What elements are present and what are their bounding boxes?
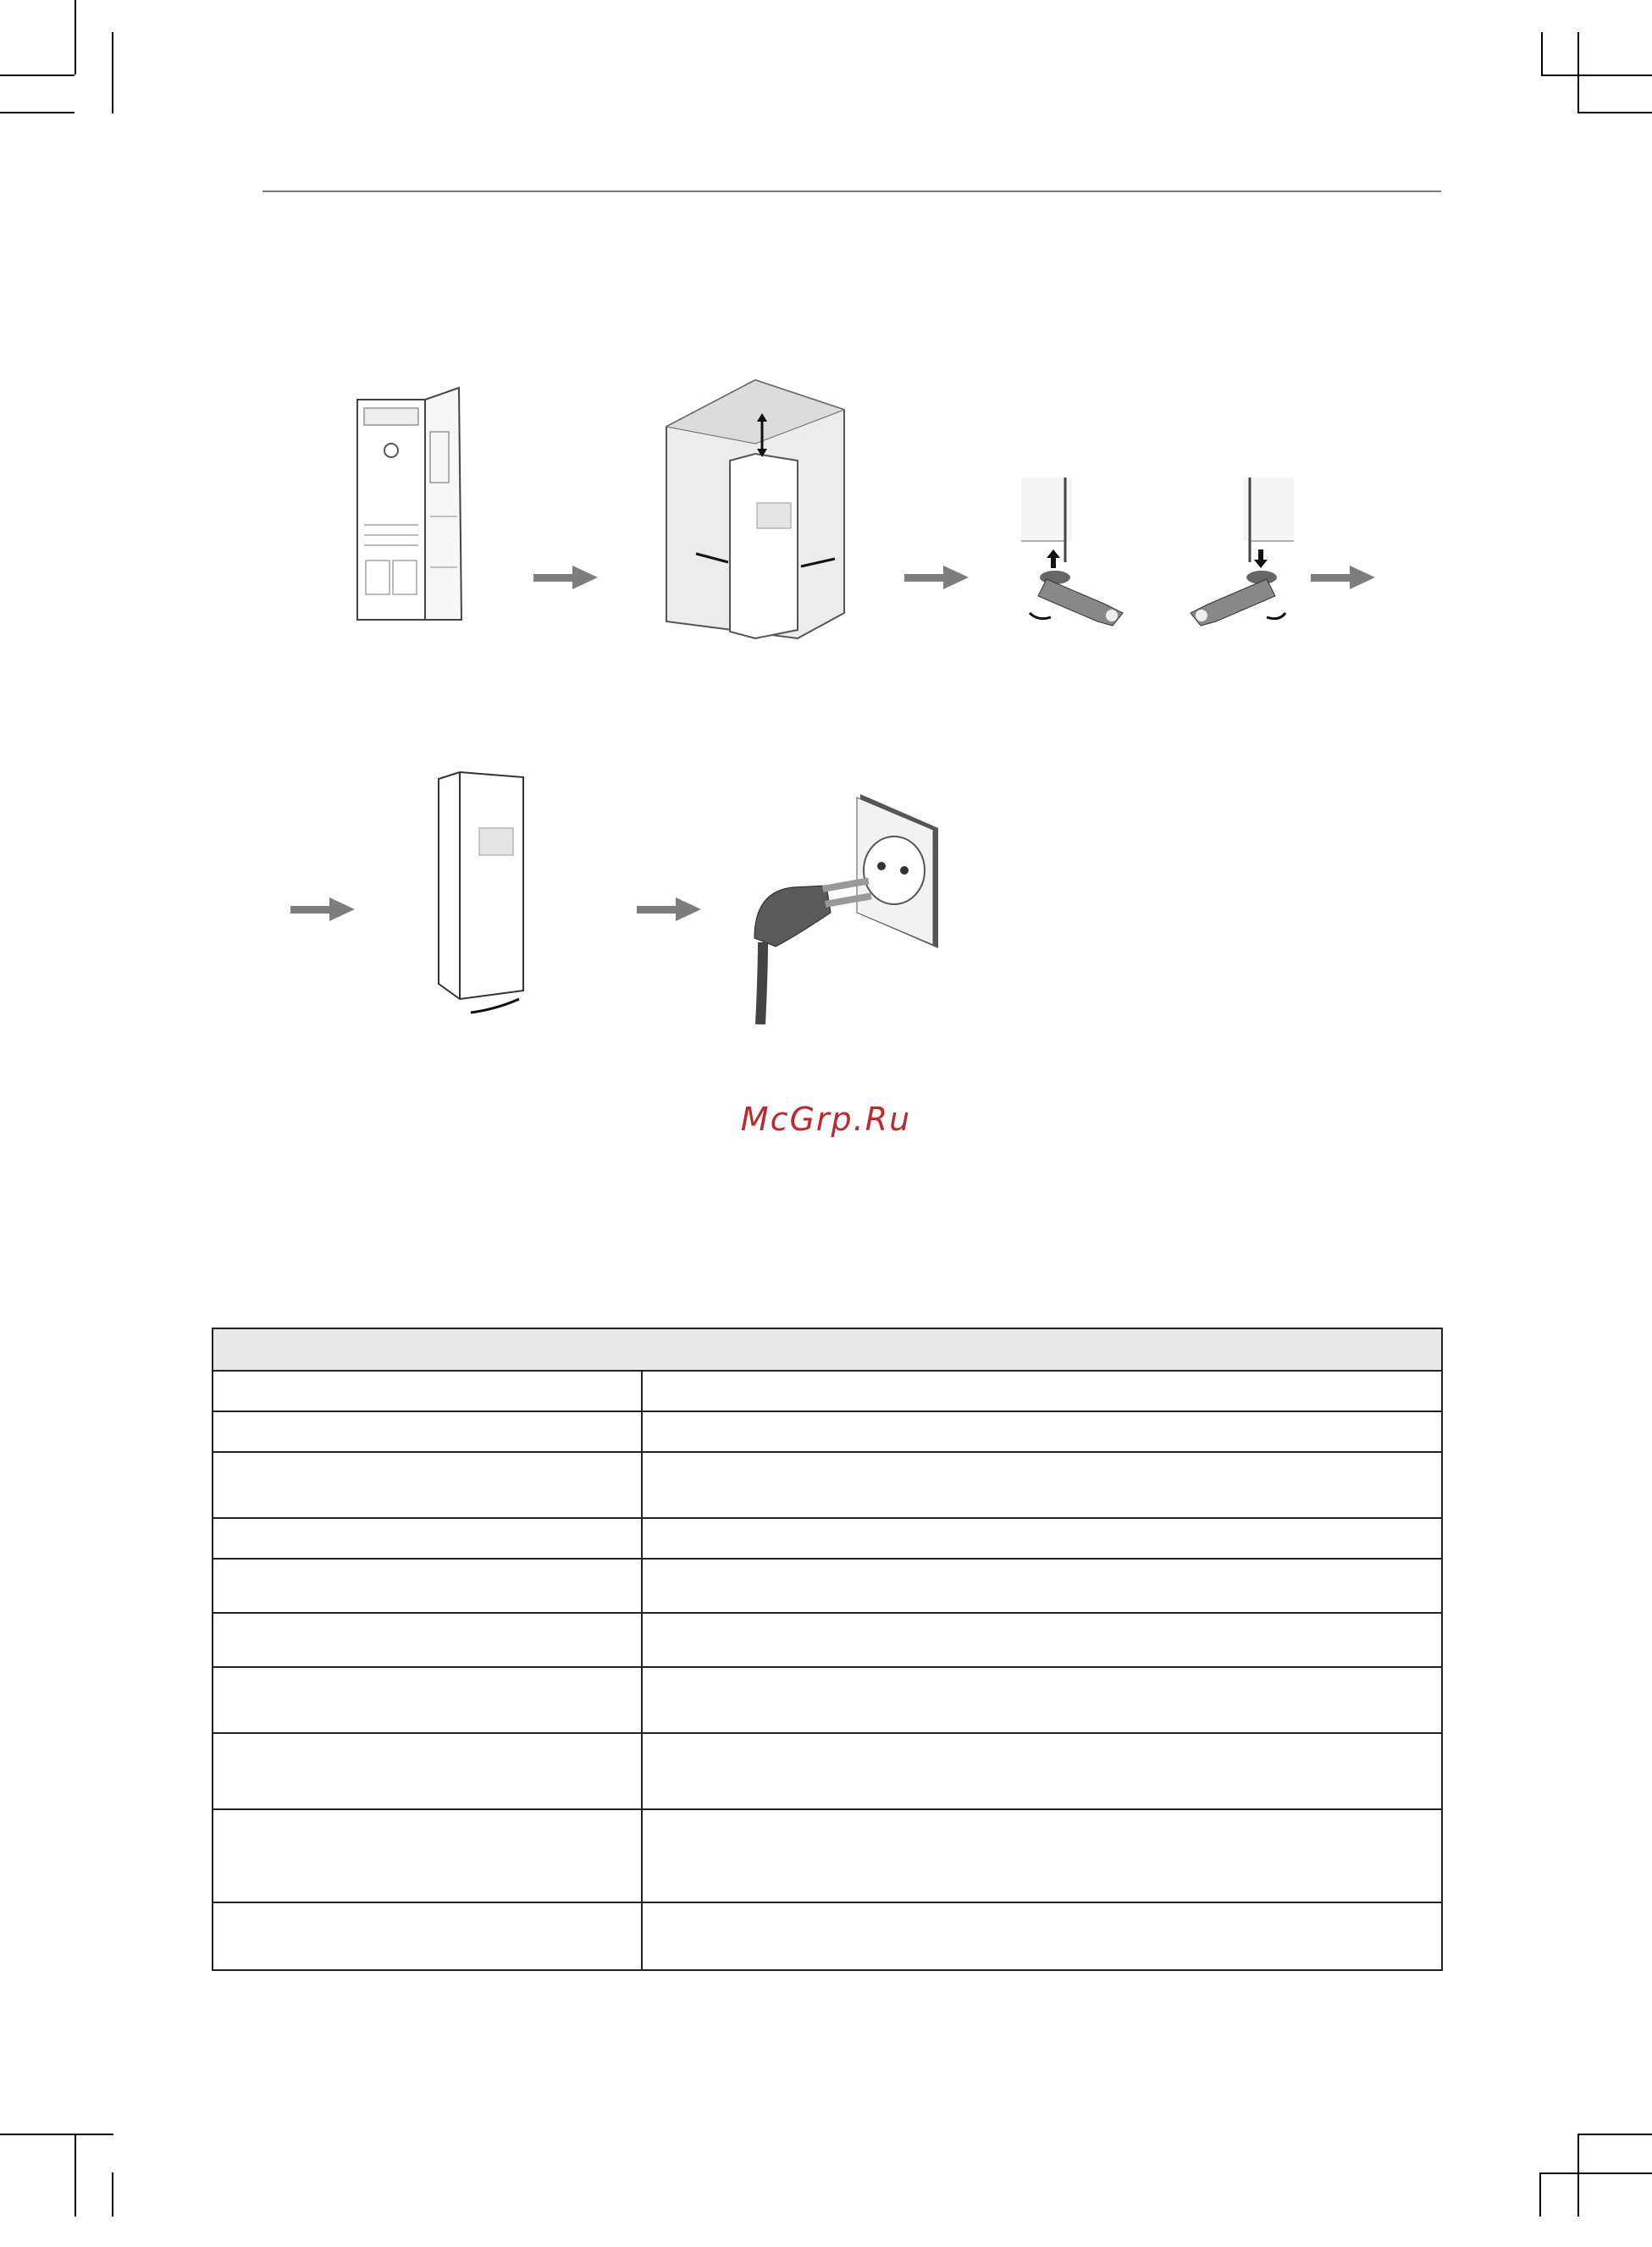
open-refrigerator-icon <box>347 381 474 627</box>
table-row <box>213 1809 1442 1902</box>
table-row <box>213 1452 1442 1518</box>
spec-label <box>213 1559 642 1613</box>
spec-value <box>642 1411 1442 1452</box>
table-row <box>213 1902 1442 1970</box>
spec-value <box>642 1733 1442 1809</box>
spec-value <box>642 1371 1442 1411</box>
table-header <box>213 1328 1442 1371</box>
spec-label <box>213 1452 642 1518</box>
spec-value <box>642 1902 1442 1970</box>
table-row <box>213 1613 1442 1667</box>
spec-label <box>213 1667 642 1733</box>
spec-value <box>642 1559 1442 1613</box>
spec-label <box>213 1613 642 1667</box>
spec-value <box>642 1518 1442 1559</box>
spec-value <box>642 1452 1442 1518</box>
next-step-arrow-icon <box>637 896 701 923</box>
spec-label <box>213 1411 642 1452</box>
next-step-arrow-icon <box>1311 564 1375 591</box>
spec-value <box>642 1809 1442 1902</box>
spec-value <box>642 1613 1442 1667</box>
spec-label <box>213 1733 642 1809</box>
next-step-arrow-icon <box>290 896 355 923</box>
spec-label <box>213 1518 642 1559</box>
table-row <box>213 1518 1442 1559</box>
plug-into-socket-icon <box>742 794 945 1024</box>
specification-table <box>212 1328 1443 1971</box>
table-row <box>213 1733 1442 1809</box>
spec-label <box>213 1371 642 1411</box>
watermark: McGrp.Ru <box>740 1101 912 1138</box>
level-cabinet-icon <box>430 762 540 1024</box>
table-header-row <box>213 1328 1442 1371</box>
spec-value <box>642 1667 1442 1733</box>
header-rule <box>262 190 1441 192</box>
next-step-arrow-icon <box>904 564 969 591</box>
table-row <box>213 1667 1442 1733</box>
table-row <box>213 1411 1442 1452</box>
spec-label <box>213 1809 642 1902</box>
next-step-arrow-icon <box>533 564 598 591</box>
table-row <box>213 1559 1442 1613</box>
refrigerator-clearance-icon <box>662 376 848 647</box>
spec-label <box>213 1902 642 1970</box>
adjust-leveling-feet-icon <box>1013 478 1302 647</box>
table-row <box>213 1371 1442 1411</box>
